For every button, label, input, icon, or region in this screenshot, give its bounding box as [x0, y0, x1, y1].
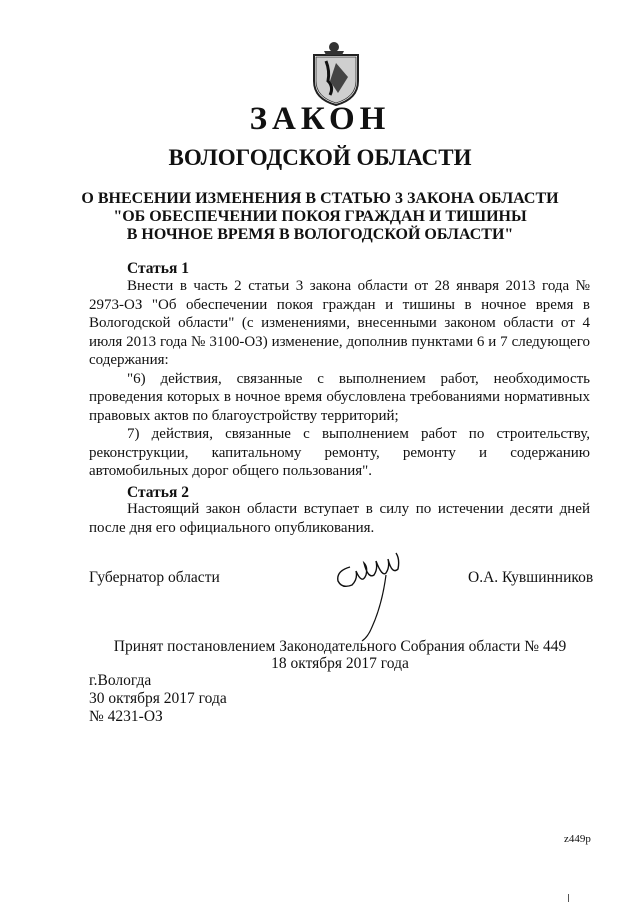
footer-code: z449р	[564, 833, 591, 845]
governor-name: О.А. Кувшинников	[468, 569, 594, 586]
adoption-date: 18 октября 2017 года	[271, 655, 409, 672]
article-1-title: Статья 1	[127, 260, 189, 277]
article-2-title: Статья 2	[127, 484, 189, 501]
region-subtitle: ВОЛОГОДСКОЙ ОБЛАСТИ	[168, 145, 472, 170]
governor-label: Губернатор области	[89, 569, 220, 586]
signing-date: 30 октября 2017 года	[89, 690, 227, 707]
city: г.Вологда	[89, 672, 152, 689]
article-1-paragraph: "6) действия, связанные с выполнением работ, необходимость проведения которых в ночное время обусловлена требованиями нормативных правовых актов по благоустройству территорий;	[89, 370, 590, 424]
article-2-body	[89, 500, 590, 537]
law-heading-line-1: О ВНЕСЕНИИ ИЗМЕНЕНИЯ В СТАТЬЮ 3 ЗАКОНА ОБЛАСТИ	[81, 190, 559, 207]
coat-of-arms-icon	[300, 37, 372, 109]
article-2-paragraph: Настоящий закон области вступает в силу по истечении десяти дней после дня его официального опубликования.	[89, 501, 590, 536]
article-1-body	[89, 277, 590, 481]
article-1-paragraph: 7) действия, связанные с выполнением работ по строительству, реконструкции, капитальному ремонту, ремонту и содержанию автомобильных дорог общего пользования".	[89, 426, 590, 479]
article-1-paragraph: Внести в часть 2 статьи 3 закона области от 28 января 2013 года № 2973-ОЗ "Об обеспечении покоя граждан и тишины в ночное время в Вологодской области" (с изменениями, внесенными законом области от 4 июля 2013 года № 3100-ОЗ) изменение, дополнив пунктами 6 и 7 следующего содержания:	[89, 278, 590, 368]
law-title: ЗАКОН	[249, 101, 391, 137]
law-number: № 4231-ОЗ	[89, 708, 163, 725]
handwritten-signature	[328, 545, 418, 645]
law-heading-line-3: В НОЧНОЕ ВРЕМЯ В ВОЛОГОДСКОЙ ОБЛАСТИ"	[126, 226, 514, 243]
adoption-line-1: Принят постановлением Законодательного Собрания области № 449	[113, 638, 567, 655]
page-mark	[568, 894, 569, 902]
law-heading-line-2: "ОБ ОБЕСПЕЧЕНИИ ПОКОЯ ГРАЖДАН И ТИШИНЫ	[113, 208, 527, 225]
